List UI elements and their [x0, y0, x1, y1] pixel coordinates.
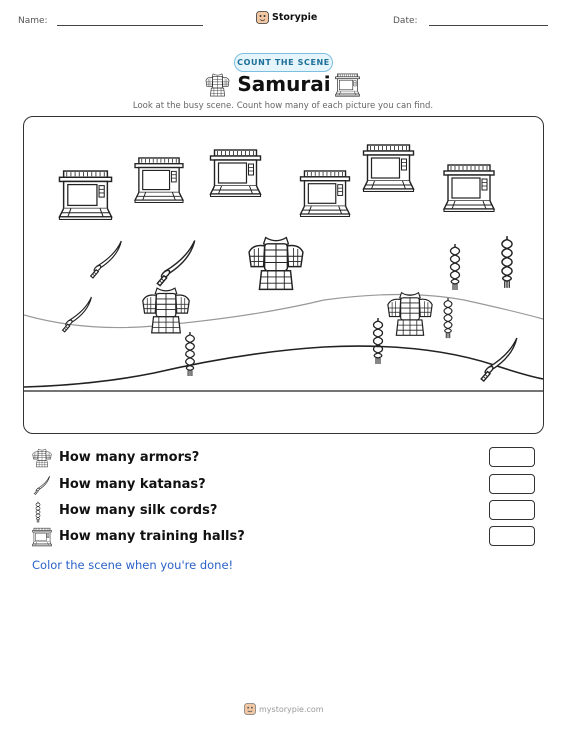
footer — [244, 703, 324, 715]
name-label: Name: — [18, 16, 48, 26]
training-hall-icon — [32, 527, 52, 547]
footer-url[interactable]: mystorypie.com — [259, 704, 324, 714]
question-row — [32, 526, 542, 550]
training-hall — [301, 171, 350, 217]
instructions: Look at the busy scene. Count how many of each picture you can find. — [132, 101, 434, 111]
question-silk-cords: How many silk cords? — [59, 503, 218, 518]
answer-box-katanas[interactable] — [489, 474, 535, 494]
silk-cord — [451, 244, 460, 290]
question-training-halls: How many training halls? — [59, 529, 245, 544]
training-hall-icon — [335, 73, 360, 97]
name-field[interactable] — [57, 25, 203, 26]
count-the-scene-badge: COUNT THE SCENE — [234, 53, 333, 72]
answer-box-armors[interactable] — [489, 447, 535, 467]
armor — [388, 293, 432, 336]
training-hall — [364, 145, 414, 192]
far-hill-line — [24, 295, 543, 328]
training-hall — [444, 165, 494, 212]
question-row — [32, 500, 542, 524]
question-katanas: How many katanas? — [59, 477, 206, 492]
storypie-logo-icon — [244, 703, 256, 715]
busy-scene — [23, 116, 544, 434]
armor — [249, 238, 303, 290]
brand-name: Storypie — [272, 12, 318, 23]
date-label: Date: — [393, 16, 418, 26]
katana — [157, 241, 194, 286]
title-row — [205, 72, 363, 98]
answer-box-silk-cords[interactable] — [489, 500, 535, 520]
silk-cord — [186, 332, 195, 376]
brand-logo — [256, 11, 317, 24]
silk-cord — [374, 318, 383, 364]
armor-icon — [32, 448, 52, 468]
color-instruction: Color the scene when you're done! — [32, 558, 234, 572]
training-hall — [59, 171, 111, 219]
question-row — [32, 474, 542, 498]
answer-box-training-halls[interactable] — [489, 526, 535, 546]
training-hall — [211, 150, 261, 197]
page-title: Samurai — [237, 72, 331, 96]
training-hall — [135, 158, 183, 203]
question-row — [32, 447, 542, 471]
katana — [481, 338, 517, 381]
silk-cord — [444, 298, 452, 338]
armor-icon — [205, 73, 230, 97]
silk-cord — [502, 236, 512, 288]
question-armors: How many armors? — [59, 450, 200, 465]
katana-icon — [33, 475, 51, 495]
silk-cord-icon — [33, 501, 43, 523]
katana — [91, 241, 122, 278]
date-field[interactable] — [429, 25, 548, 26]
near-hill-line — [24, 346, 543, 387]
storypie-logo-icon — [256, 11, 269, 24]
